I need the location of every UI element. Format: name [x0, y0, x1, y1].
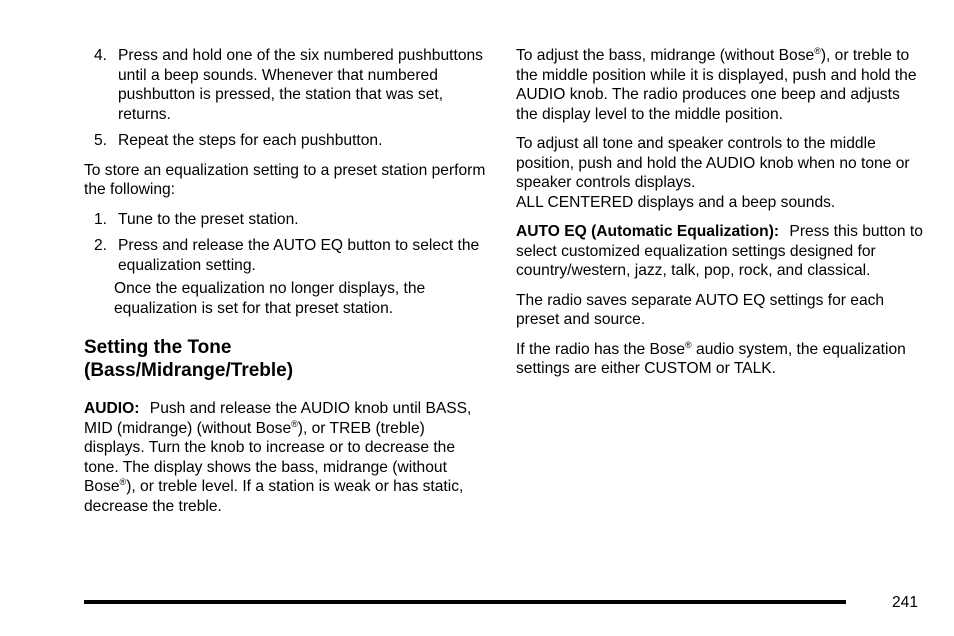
page-number: 241	[891, 594, 918, 611]
center-all-paragraph	[516, 134, 924, 212]
section-heading	[84, 336, 489, 382]
right-column	[516, 46, 924, 389]
auto-eq-label: AUTO EQ (Automatic Equalization):	[516, 223, 780, 240]
list-number: 4.	[94, 47, 108, 64]
heading-line-2: (Bass/Midrange/Treble)	[84, 360, 294, 381]
list-number: 2.	[94, 237, 108, 254]
list-item	[84, 46, 489, 124]
auto-eq-paragraph	[516, 222, 924, 281]
audio-label: AUDIO:	[84, 400, 140, 417]
bose-paragraph	[516, 340, 924, 379]
eq-note-paragraph: Once the equalization no longer displays, the equalization is set for that preset station.	[114, 280, 426, 317]
list-item	[84, 236, 489, 275]
list-item	[84, 131, 489, 151]
footer-rule	[84, 600, 846, 604]
paragraph-text: To adjust the bass, midrange (without Bose	[516, 47, 815, 64]
audio-text: Push and release the AUDIO knob until BASS, MID (midrange) (without Bose	[84, 400, 472, 437]
registered-mark: ®	[119, 477, 127, 487]
registered-mark: ®	[291, 418, 298, 429]
auto-eq-text: Press this button to select customized equalization settings designed for country/western, jazz, talk, pop, rock, and classical.	[516, 223, 923, 279]
left-column	[84, 46, 489, 526]
list-text: Tune to the preset station.	[118, 210, 299, 228]
list-item	[84, 210, 489, 230]
list-text: Repeat the steps for each pushbutton.	[118, 132, 383, 149]
list-number: 5.	[94, 132, 108, 149]
paragraph-text: ALL CENTERED displays and a beep sounds.	[516, 193, 836, 211]
audio-paragraph	[84, 399, 489, 516]
paragraph-text: audio system, the equalization settings are either CUSTOM or TALK.	[516, 340, 906, 377]
registered-mark: ®	[814, 46, 821, 56]
paragraph-text: ), or treble to the middle position while it is displayed, push and hold the AUDIO knob. The radio produces one beep and adjusts the display level to the middle position.	[516, 47, 917, 123]
eq-intro-paragraph: To store an equalization setting to a preset station perform the following:	[84, 161, 486, 198]
audio-text: ), or TREB (treble) displays. Turn the knob to increase or to decrease the tone. The display shows the bass, midrange (without Bose	[84, 419, 455, 495]
audio-text: ), or treble level. If a station is weak or has static, decrease the treble.	[84, 478, 464, 515]
paragraph-text: If the radio has the Bose	[516, 340, 686, 358]
paragraph-text: To adjust all tone and speaker controls to the middle position, push and hold the AUDIO knob when no tone or speaker controls displays.	[516, 135, 910, 191]
registered-mark: ®	[685, 339, 692, 350]
list-text: Press and release the AUTO EQ button to select the equalization setting.	[118, 237, 480, 274]
list-text: Press and hold one of the six numbered pushbuttons until a beep sounds. Whenever that numbered pushbutton is pressed, the station that was set, returns.	[118, 47, 483, 123]
adjust-middle-paragraph	[516, 46, 924, 124]
separate-settings-paragraph: The radio saves separate AUTO EQ settings for each preset and source.	[516, 291, 885, 328]
heading-line-1: Setting the Tone	[84, 337, 232, 358]
list-number: 1.	[94, 210, 108, 228]
